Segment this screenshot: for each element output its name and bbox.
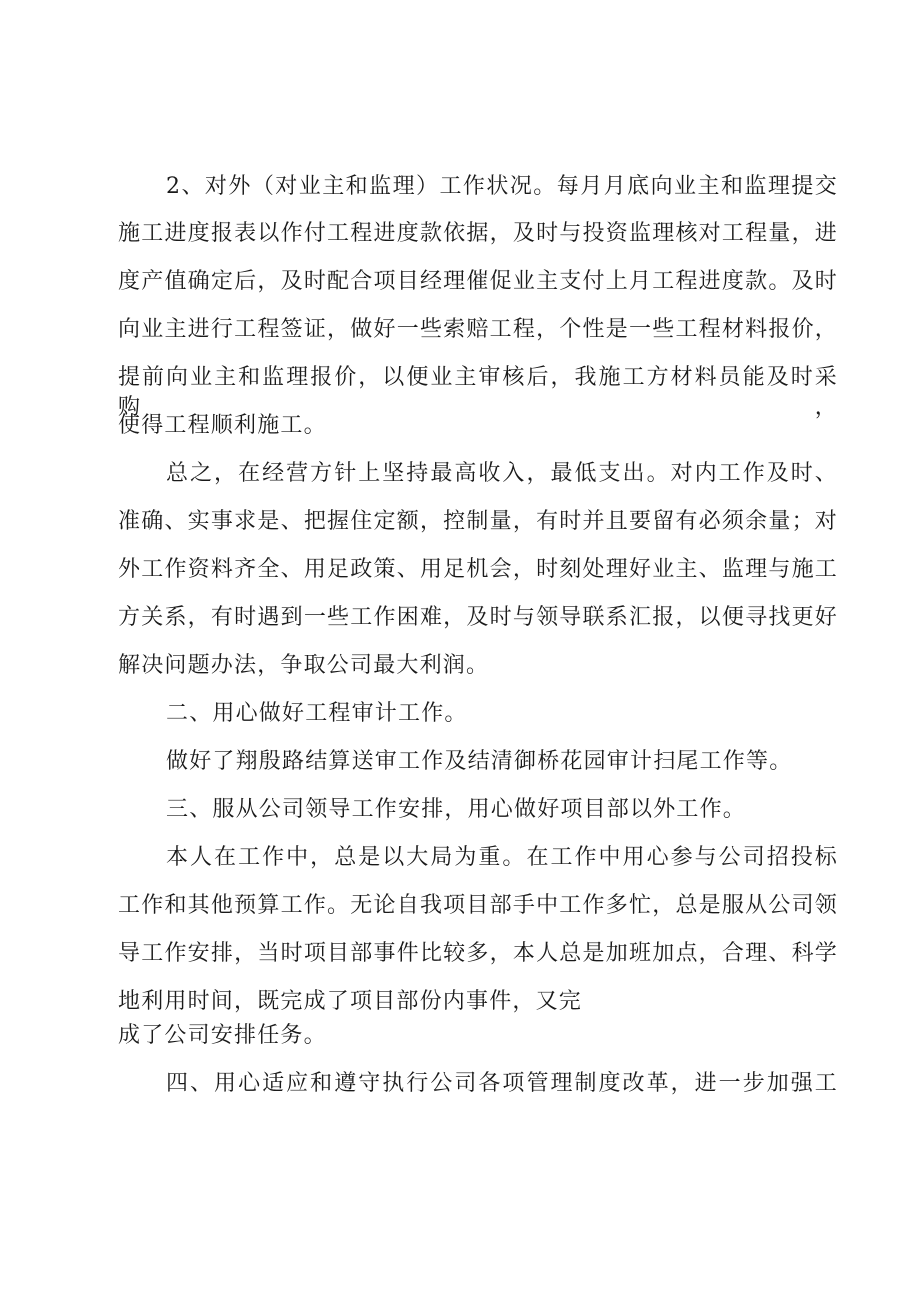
text-line: 外工作资料齐全、用足政策、用足机会，时刻处理好业主、监理与施工 [118,557,838,582]
text-line: 使得工程顺利施工。 [118,413,327,438]
section-heading: 二、用心做好工程审计工作。 [166,701,468,726]
text-line: 工作和其他预算工作。无论自我项目部手中工作多忙，总是服从公司领 [118,893,838,918]
text-line: 导工作安排，当时项目部事件比较多，本人总是加班加点，合理、科学 [118,941,838,966]
text-line: 度产值确定后，及时配合项目经理催促业主支付上月工程进度款。及时 [118,269,838,294]
text-line: 2、对外（对业主和监理）工作状况。每月月底向业主和监理提交 [166,174,838,199]
text-line: 提前向业主和监理报价，以便业主审核后，我施工方材料员能及时采购， [118,365,838,420]
text-line: 成了公司安排任务。 [118,1023,327,1048]
section-heading: 四、用心适应和遵守执行公司各项管理制度改革，进一步加强工 [166,1071,838,1096]
text-line: 地利用时间，既完成了项目部份内事件，又完 [118,989,583,1014]
text-line: 解决问题办法，争取公司最大利润。 [118,653,490,678]
text-line: 向业主进行工程签证，做好一些索赔工程，个性是一些工程材料报价， [118,317,838,342]
text-line: 施工进度报表以作付工程进度款依据，及时与投资监理核对工程量，进 [118,221,838,246]
section-heading: 三、服从公司领导工作安排，用心做好项目部以外工作。 [166,797,747,822]
text-line: 准确、实事求是、把握住定额，控制量，有时并且要留有必须余量；对 [118,509,838,534]
text-line: 方关系，有时遇到一些工作困难，及时与领导联系汇报，以便寻找更好 [118,605,838,630]
text-line: 做好了翔殷路结算送审工作及结清御桥花园审计扫尾工作等。 [166,749,793,774]
text-line: 本人在工作中，总是以大局为重。在工作中用心参与公司招投标 [166,845,838,870]
text-line: 总之，在经营方针上坚持最高收入，最低支出。对内工作及时、 [166,461,838,486]
